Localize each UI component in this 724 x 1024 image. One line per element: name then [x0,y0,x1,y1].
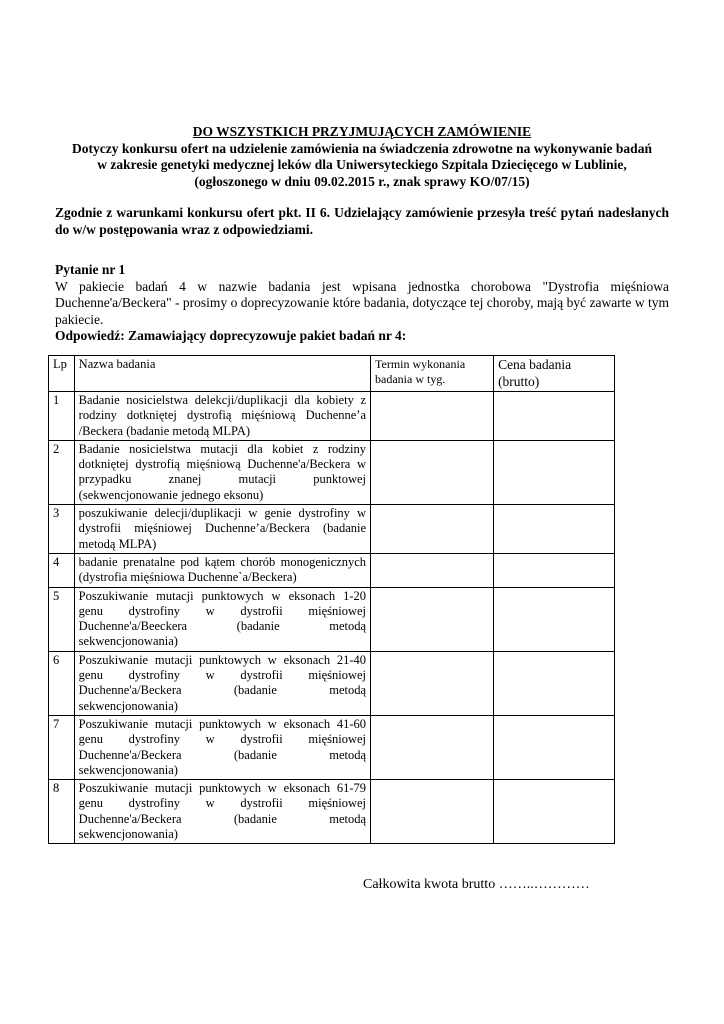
table-row [49,651,615,715]
question-heading: Pytanie nr 1 [55,262,126,277]
cell-term[interactable] [371,587,494,651]
cell-name: Poszukiwanie mutacji punktowych w eksonach 21-40 genu dystrofiny w dystrofii mięśniowej Duchenne'a/Beckera (badanie metodą sekwencjonowania) [74,651,370,715]
cell-lp: 6 [49,651,75,715]
cell-lp: 5 [49,587,75,651]
table-row [49,392,615,441]
cell-term[interactable] [371,505,494,554]
table-row [49,440,615,504]
table-row [49,553,615,587]
header-name: Nazwa badania [74,356,370,392]
cell-term[interactable] [371,440,494,504]
question-text: W pakiecie badań 4 w nazwie badania jest wpisana jednostka chorobowa "Dystrofia mięśniowa Duchenne'a/Beckera" - prosimy o doprecyzowanie które badania, dotyczące tej choroby, mają być zawarte w tym pakiecie. [55,278,669,327]
answer-text: Odpowiedź: Zamawiający doprecyzowuje pakiet badań nr 4: [55,328,407,343]
cell-name: Poszukiwanie mutacji punktowych w eksonach 41-60 genu dystrofiny w dystrofii mięśniowej Duchenne'a/Beckera (badanie metodą sekwencjonowania) [74,715,370,779]
header-subject-line-2: w zakresie genetyki medycznej leków dla Uniwersyteckiego Szpitala Dziecięcego w Lublinie, [97,157,627,172]
table-row [49,587,615,651]
cell-name: Poszukiwanie mutacji punktowych w eksonach 1-20 genu dystrofiny w dystrofii mięśniowej Duchenne'a/Beeckera (badanie metodą sekwencjonowania) [74,587,370,651]
table-header-row [49,356,615,392]
cell-lp: 8 [49,780,75,844]
total-amount: Całkowita kwota brutto ……..………… [363,877,590,892]
cell-price[interactable] [494,505,615,554]
table-row [49,715,615,779]
table-row [49,505,615,554]
cell-price[interactable] [494,587,615,651]
document-title: DO WSZYSTKICH PRZYJMUJĄCYCH ZAMÓWIENIE [192,124,532,139]
cell-term[interactable] [371,553,494,587]
table-row [49,780,615,844]
cell-lp: 7 [49,715,75,779]
header-price: Cena badania (brutto) [494,356,615,392]
cell-name: Poszukiwanie mutacji punktowych w eksonach 61-79 genu dystrofiny w dystrofii mięśniowej Duchenne'a/Beckera (badanie metodą sekwencjonowania) [74,780,370,844]
cell-price[interactable] [494,392,615,441]
cell-term[interactable] [371,651,494,715]
cell-term[interactable] [371,780,494,844]
tests-table [48,355,615,844]
cell-price[interactable] [494,651,615,715]
cell-name: Badanie nosicielstwa mutacji dla kobiet z rodziny dotkniętej dystrofią mięśniową Duchenne'a/Beckera w przypadku znanej mutacji punktowej (sekwencjonowanie jednego eksonu) [74,440,370,504]
cell-price[interactable] [494,553,615,587]
cell-term[interactable] [371,392,494,441]
header-term: Termin wykonania badania w tyg. [371,356,494,392]
cell-lp: 1 [49,392,75,441]
intro-paragraph: Zgodnie z warunkami konkursu ofert pkt. II 6. Udzielający zamówienie przesyła treść pytań nadesłanych do w/w postępowania wraz z odpowiedziami. [55,205,669,237]
header-lp: Lp [49,356,75,392]
cell-lp: 2 [49,440,75,504]
cell-price[interactable] [494,440,615,504]
cell-name: badanie prenatalne pod kątem chorób monogenicznych (dystrofia mięśniowa Duchenne`a/Beckera) [74,553,370,587]
cell-term[interactable] [371,715,494,779]
question-section [55,262,669,345]
cell-price[interactable] [494,715,615,779]
header-subject-line-3: (ogłoszonego w dniu 09.02.2015 r., znak sprawy KO/07/15) [194,173,530,189]
cell-lp: 3 [49,505,75,554]
header-subject-line-1: Dotyczy konkursu ofert na udzielenie zamówienia na świadczenia zdrowotne na wykonywanie badań [72,140,652,156]
document-header [40,124,684,190]
cell-lp: 4 [49,553,75,587]
cell-name: poszukiwanie delecji/duplikacji w genie dystrofiny w dystrofii mięśniowej Duchenne’a/Beckera (badanie metodą MLPA) [74,505,370,554]
cell-price[interactable] [494,780,615,844]
cell-name: Badanie nosicielstwa delekcji/duplikacji dla kobiety z rodziny dotkniętej dystrofią mięśniową Duchenne’a /Beckera (badanie metodą MLPA) [74,392,370,441]
